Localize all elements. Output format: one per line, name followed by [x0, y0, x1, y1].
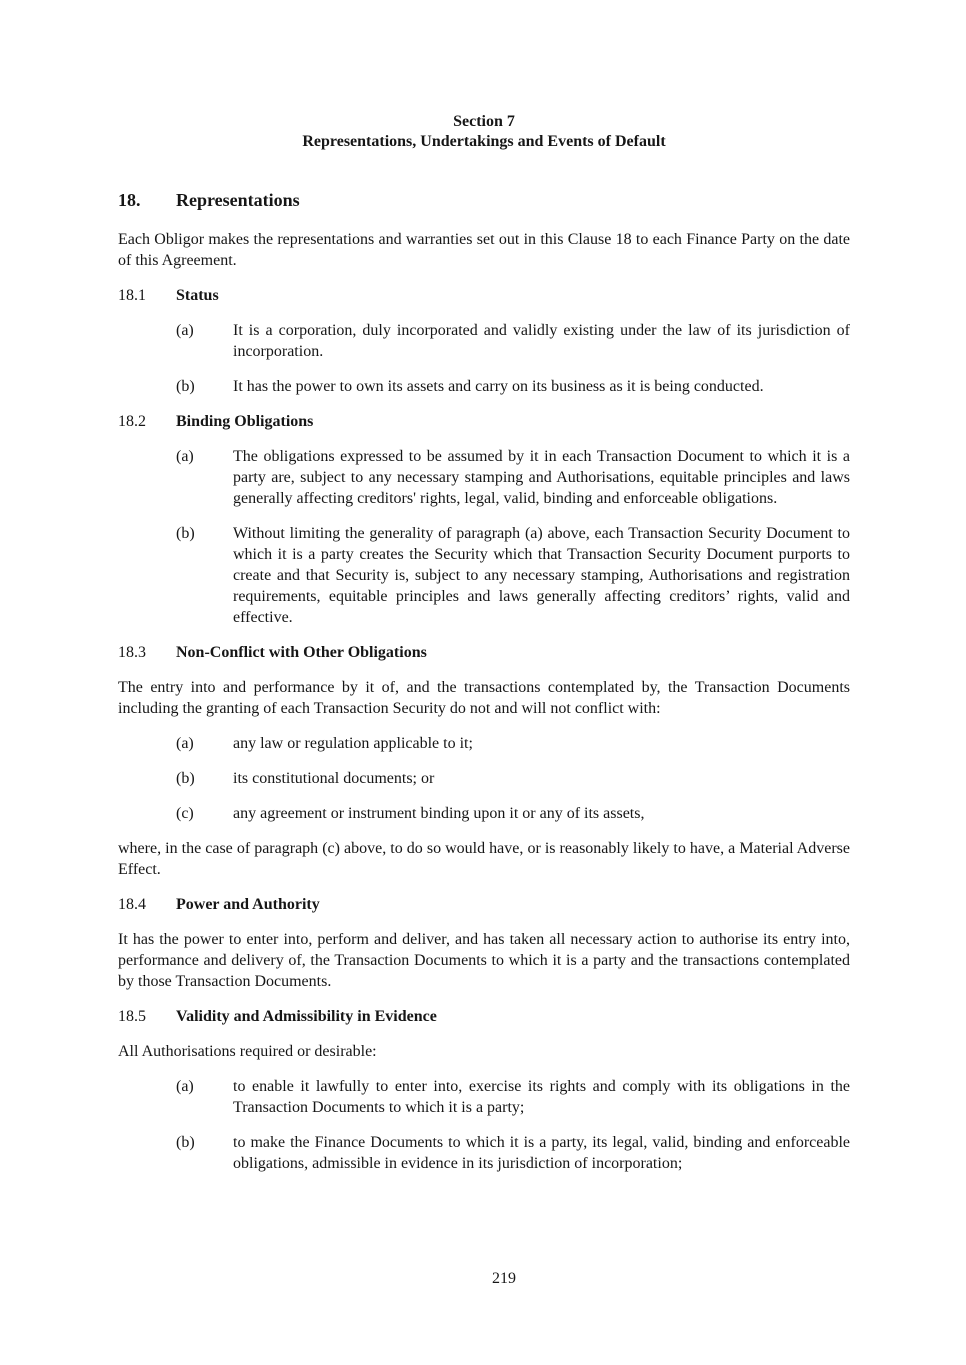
list-item-label: (b)	[176, 1134, 195, 1151]
section-title: Status	[176, 287, 219, 304]
clause-number: 18.	[118, 190, 141, 210]
list-item	[176, 733, 850, 754]
list-item-label: (a)	[176, 735, 194, 752]
section-header-title: Representations, Undertakings and Events of Default	[302, 133, 666, 150]
list-item-text: any agreement or instrument binding upon it or any of its assets,	[233, 805, 645, 822]
section-title: Binding Obligations	[176, 413, 314, 430]
section-paragraph: where, in the case of paragraph (c) above, to do so would have, or is reasonably likely to have, a Material Adverse Effect.	[118, 840, 850, 878]
list-item-label: (b)	[176, 525, 195, 542]
section-number: 18.2	[118, 413, 146, 430]
list-item-label: (a)	[176, 322, 194, 339]
list-item-label: (b)	[176, 378, 195, 395]
list-item-text: its constitutional documents; or	[233, 770, 435, 787]
section-number: 18.4	[118, 896, 146, 913]
list-item	[176, 376, 850, 397]
section-18-1-heading	[118, 285, 850, 306]
list-item-text: Without limiting the generality of paragraph (a) above, each Transaction Security Document to which it is a party creates the Security which that Transaction Security Document purports to create and that Security is, subject to any necessary stamping, Authorisations and registration requirements, equitable principles and laws generally affecting creditors’ rights, valid and effective.	[233, 525, 850, 626]
list-item	[176, 1076, 850, 1118]
list-item-text: The obligations expressed to be assumed by it in each Transaction Document to which it is a party are, subject to any necessary stamping and Authorisations, equitable principles and laws generally affecting creditors' rights, legal, valid, binding and enforceable obligations.	[233, 448, 850, 507]
list-item-text: to make the Finance Documents to which it is a party, its legal, valid, binding and enforceable obligations, admissible in evidence in its jurisdiction of incorporation;	[233, 1134, 850, 1172]
list-item-text: It is a corporation, duly incorporated and validly existing under the law of its jurisdiction of incorporation.	[233, 322, 850, 360]
section-title: Power and Authority	[176, 896, 320, 913]
list-item-text: to enable it lawfully to enter into, exercise its rights and comply with its obligations in the Transaction Documents to which it is a party;	[233, 1078, 850, 1116]
section-number: 18.3	[118, 644, 146, 661]
section-18-2-heading	[118, 411, 850, 432]
list-item	[176, 803, 850, 824]
clause-sections	[118, 285, 850, 1174]
clause-intro-paragraph: Each Obligor makes the representations and warranties set out in this Clause 18 to each Finance Party on the date of this Agreement.	[118, 231, 850, 269]
list-item	[176, 446, 850, 509]
list-item-label: (b)	[176, 770, 195, 787]
list-item-text: It has the power to own its assets and carry on its business as it is being conducted.	[233, 378, 764, 395]
section-18-3-heading	[118, 642, 850, 663]
list-item-label: (a)	[176, 1078, 194, 1095]
section-paragraph: All Authorisations required or desirable:	[118, 1043, 377, 1060]
section-paragraph: It has the power to enter into, perform and deliver, and has taken all necessary action to authorise its entry into, performance and delivery of, the Transaction Documents to which it is a party and the transactions contemplated by those Transaction Documents.	[118, 931, 850, 990]
list-item	[176, 768, 850, 789]
section-18-5-heading	[118, 1006, 850, 1027]
section-header	[118, 112, 850, 152]
page-number: 219	[492, 1270, 516, 1287]
section-paragraph: The entry into and performance by it of, and the transactions contemplated by, the Transaction Documents including the granting of each Transaction Security do not and will not conflict with:	[118, 679, 850, 717]
list-item	[176, 320, 850, 362]
clause-heading	[118, 188, 850, 212]
section-label: Section 7	[453, 113, 515, 130]
list-item-label: (c)	[176, 805, 194, 822]
clause-title: Representations	[176, 190, 300, 210]
section-18-4-heading	[118, 894, 850, 915]
section-title: Validity and Admissibility in Evidence	[176, 1008, 437, 1025]
list-item-text: any law or regulation applicable to it;	[233, 735, 473, 752]
section-number: 18.5	[118, 1008, 146, 1025]
list-item	[176, 1132, 850, 1174]
list-item-label: (a)	[176, 448, 194, 465]
section-title: Non-Conflict with Other Obligations	[176, 644, 427, 661]
list-item	[176, 523, 850, 628]
section-number: 18.1	[118, 287, 146, 304]
